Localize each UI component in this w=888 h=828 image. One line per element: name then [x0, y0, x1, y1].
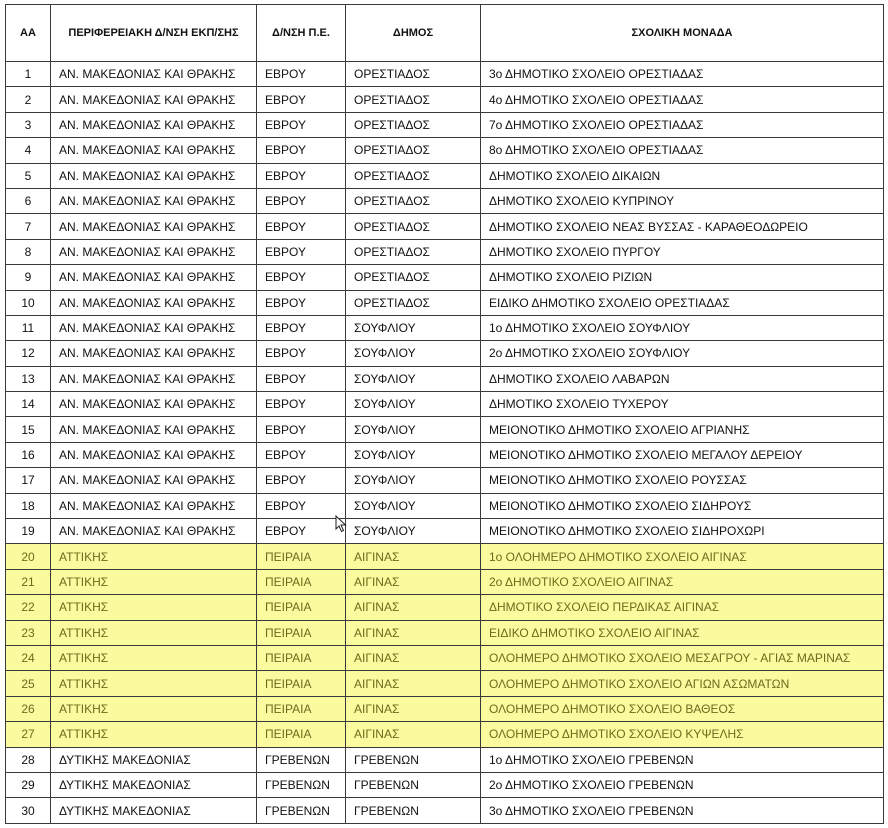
cell-aa: 13 [6, 366, 51, 391]
cell-aa: 2 [6, 87, 51, 112]
cell-aa: 25 [6, 671, 51, 696]
cell-region: ΑΝ. ΜΑΚΕΔΟΝΙΑΣ ΚΑΙ ΘΡΑΚΗΣ [51, 519, 257, 544]
cell-directorate: ΠΕΙΡΑΙΑ [257, 620, 346, 645]
cell-municipality: ΑΙΓΙΝΑΣ [346, 671, 481, 696]
cell-aa: 22 [6, 595, 51, 620]
cell-municipality: ΑΙΓΙΝΑΣ [346, 595, 481, 620]
cell-region: ΑΤΤΙΚΗΣ [51, 645, 257, 670]
cell-directorate: ΕΒΡΟΥ [257, 214, 346, 239]
cell-region: ΔΥΤΙΚΗΣ ΜΑΚΕΔΟΝΙΑΣ [51, 798, 257, 823]
cell-aa: 19 [6, 519, 51, 544]
table-row [6, 671, 884, 696]
cell-directorate: ΠΕΙΡΑΙΑ [257, 595, 346, 620]
cell-region: ΑΝ. ΜΑΚΕΔΟΝΙΑΣ ΚΑΙ ΘΡΑΚΗΣ [51, 417, 257, 442]
cell-aa: 4 [6, 138, 51, 163]
mouse-pointer-icon [335, 515, 347, 533]
cell-school: 4ο ΔΗΜΟΤΙΚΟ ΣΧΟΛΕΙΟ ΟΡΕΣΤΙΑΔΑΣ [481, 87, 884, 112]
cell-aa: 17 [6, 468, 51, 493]
cell-directorate: ΕΒΡΟΥ [257, 239, 346, 264]
cell-municipality: ΑΙΓΙΝΑΣ [346, 569, 481, 594]
cell-region: ΑΝ. ΜΑΚΕΔΟΝΙΑΣ ΚΑΙ ΘΡΑΚΗΣ [51, 163, 257, 188]
table-row [6, 772, 884, 797]
cell-region: ΑΤΤΙΚΗΣ [51, 671, 257, 696]
cell-school: ΜΕΙΟΝΟΤΙΚΟ ΔΗΜΟΤΙΚΟ ΣΧΟΛΕΙΟ ΑΓΡΙΑΝΗΣ [481, 417, 884, 442]
cell-directorate: ΓΡΕΒΕΝΩΝ [257, 747, 346, 772]
cell-region: ΑΝ. ΜΑΚΕΔΟΝΙΑΣ ΚΑΙ ΘΡΑΚΗΣ [51, 392, 257, 417]
cell-region: ΑΝ. ΜΑΚΕΔΟΝΙΑΣ ΚΑΙ ΘΡΑΚΗΣ [51, 315, 257, 340]
cell-region: ΑΝ. ΜΑΚΕΔΟΝΙΑΣ ΚΑΙ ΘΡΑΚΗΣ [51, 188, 257, 213]
cell-region: ΑΤΤΙΚΗΣ [51, 696, 257, 721]
cell-school: ΕΙΔΙΚΟ ΔΗΜΟΤΙΚΟ ΣΧΟΛΕΙΟ ΑΙΓΙΝΑΣ [481, 620, 884, 645]
cell-region: ΑΝ. ΜΑΚΕΔΟΝΙΑΣ ΚΑΙ ΘΡΑΚΗΣ [51, 62, 257, 87]
cell-school: ΔΗΜΟΤΙΚΟ ΣΧΟΛΕΙΟ ΠΕΡΔΙΚΑΣ ΑΙΓΙΝΑΣ [481, 595, 884, 620]
cell-municipality: ΟΡΕΣΤΙΑΔΟΣ [346, 188, 481, 213]
cell-aa: 9 [6, 265, 51, 290]
cell-municipality: ΓΡΕΒΕΝΩΝ [346, 747, 481, 772]
cell-region: ΑΝ. ΜΑΚΕΔΟΝΙΑΣ ΚΑΙ ΘΡΑΚΗΣ [51, 341, 257, 366]
table-row [6, 239, 884, 264]
cell-aa: 27 [6, 722, 51, 747]
cell-municipality: ΟΡΕΣΤΙΑΔΟΣ [346, 214, 481, 239]
cell-aa: 15 [6, 417, 51, 442]
cell-school: 1ο ΟΛΟΗΜΕΡΟ ΔΗΜΟΤΙΚΟ ΣΧΟΛΕΙΟ ΑΙΓΙΝΑΣ [481, 544, 884, 569]
cell-municipality: ΣΟΥΦΛΙΟΥ [346, 315, 481, 340]
header-region: ΠΕΡΙΦΕΡΕΙΑΚΗ Δ/ΝΣΗ ΕΚΠ/ΣΗΣ [51, 5, 257, 62]
table-row [6, 290, 884, 315]
cell-municipality: ΑΙΓΙΝΑΣ [346, 696, 481, 721]
table-row [6, 569, 884, 594]
cell-directorate: ΠΕΙΡΑΙΑ [257, 544, 346, 569]
table-row [6, 798, 884, 823]
cell-municipality: ΑΙΓΙΝΑΣ [346, 544, 481, 569]
cell-school: 1ο ΔΗΜΟΤΙΚΟ ΣΧΟΛΕΙΟ ΓΡΕΒΕΝΩΝ [481, 747, 884, 772]
cell-aa: 6 [6, 188, 51, 213]
cell-region: ΑΤΤΙΚΗΣ [51, 569, 257, 594]
cell-directorate: ΓΡΕΒΕΝΩΝ [257, 798, 346, 823]
table-row [6, 392, 884, 417]
cell-aa: 8 [6, 239, 51, 264]
table-row [6, 138, 884, 163]
cell-municipality: ΑΙΓΙΝΑΣ [346, 620, 481, 645]
cell-municipality: ΣΟΥΦΛΙΟΥ [346, 392, 481, 417]
cell-school: 2ο ΔΗΜΟΤΙΚΟ ΣΧΟΛΕΙΟ ΑΙΓΙΝΑΣ [481, 569, 884, 594]
cell-municipality: ΑΙΓΙΝΑΣ [346, 645, 481, 670]
table-row [6, 493, 884, 518]
cell-school: ΔΗΜΟΤΙΚΟ ΣΧΟΛΕΙΟ ΛΑΒΑΡΩΝ [481, 366, 884, 391]
cell-directorate: ΕΒΡΟΥ [257, 392, 346, 417]
table-row [6, 341, 884, 366]
cell-school: 7ο ΔΗΜΟΤΙΚΟ ΣΧΟΛΕΙΟ ΟΡΕΣΤΙΑΔΑΣ [481, 112, 884, 137]
cell-region: ΑΝ. ΜΑΚΕΔΟΝΙΑΣ ΚΑΙ ΘΡΑΚΗΣ [51, 290, 257, 315]
cell-school: ΜΕΙΟΝΟΤΙΚΟ ΔΗΜΟΤΙΚΟ ΣΧΟΛΕΙΟ ΡΟΥΣΣΑΣ [481, 468, 884, 493]
cell-municipality: ΣΟΥΦΛΙΟΥ [346, 366, 481, 391]
cell-school: 8ο ΔΗΜΟΤΙΚΟ ΣΧΟΛΕΙΟ ΟΡΕΣΤΙΑΔΑΣ [481, 138, 884, 163]
cell-directorate: ΕΒΡΟΥ [257, 265, 346, 290]
cell-school: ΜΕΙΟΝΟΤΙΚΟ ΔΗΜΟΤΙΚΟ ΣΧΟΛΕΙΟ ΣΙΔΗΡΟΥΣ [481, 493, 884, 518]
table-row [6, 214, 884, 239]
cell-school: ΕΙΔΙΚΟ ΔΗΜΟΤΙΚΟ ΣΧΟΛΕΙΟ ΟΡΕΣΤΙΑΔΑΣ [481, 290, 884, 315]
cell-directorate: ΕΒΡΟΥ [257, 341, 346, 366]
cell-directorate: ΕΒΡΟΥ [257, 442, 346, 467]
cell-region: ΑΝ. ΜΑΚΕΔΟΝΙΑΣ ΚΑΙ ΘΡΑΚΗΣ [51, 214, 257, 239]
cell-region: ΑΝ. ΜΑΚΕΔΟΝΙΑΣ ΚΑΙ ΘΡΑΚΗΣ [51, 442, 257, 467]
table-row [6, 366, 884, 391]
cell-aa: 11 [6, 315, 51, 340]
cell-directorate: ΕΒΡΟΥ [257, 417, 346, 442]
cell-aa: 1 [6, 62, 51, 87]
table-row [6, 442, 884, 467]
cell-directorate: ΠΕΙΡΑΙΑ [257, 645, 346, 670]
table-row [6, 112, 884, 137]
cell-aa: 30 [6, 798, 51, 823]
cell-school: ΟΛΟΗΜΕΡΟ ΔΗΜΟΤΙΚΟ ΣΧΟΛΕΙΟ ΑΓΙΩΝ ΑΣΩΜΑΤΩΝ [481, 671, 884, 696]
table-row [6, 722, 884, 747]
table-row [6, 595, 884, 620]
cell-aa: 14 [6, 392, 51, 417]
table-row [6, 468, 884, 493]
cell-directorate: ΠΕΙΡΑΙΑ [257, 671, 346, 696]
cell-aa: 21 [6, 569, 51, 594]
cell-region: ΑΝ. ΜΑΚΕΔΟΝΙΑΣ ΚΑΙ ΘΡΑΚΗΣ [51, 112, 257, 137]
table-row [6, 265, 884, 290]
cell-region: ΑΝ. ΜΑΚΕΔΟΝΙΑΣ ΚΑΙ ΘΡΑΚΗΣ [51, 493, 257, 518]
schools-table [5, 4, 884, 824]
header-municipality: ΔΗΜΟΣ [346, 5, 481, 62]
table-row [6, 544, 884, 569]
cell-school: 2ο ΔΗΜΟΤΙΚΟ ΣΧΟΛΕΙΟ ΣΟΥΦΛΙΟΥ [481, 341, 884, 366]
table-row [6, 315, 884, 340]
cell-school: 3ο ΔΗΜΟΤΙΚΟ ΣΧΟΛΕΙΟ ΟΡΕΣΤΙΑΔΑΣ [481, 62, 884, 87]
table-row [6, 747, 884, 772]
cell-directorate: ΕΒΡΟΥ [257, 519, 346, 544]
cell-region: ΔΥΤΙΚΗΣ ΜΑΚΕΔΟΝΙΑΣ [51, 747, 257, 772]
cell-aa: 7 [6, 214, 51, 239]
cell-municipality: ΣΟΥΦΛΙΟΥ [346, 442, 481, 467]
cell-municipality: ΣΟΥΦΛΙΟΥ [346, 493, 481, 518]
cell-school: ΟΛΟΗΜΕΡΟ ΔΗΜΟΤΙΚΟ ΣΧΟΛΕΙΟ ΒΑΘΕΟΣ [481, 696, 884, 721]
cell-municipality: ΟΡΕΣΤΙΑΔΟΣ [346, 112, 481, 137]
cell-directorate: ΕΒΡΟΥ [257, 468, 346, 493]
cell-directorate: ΕΒΡΟΥ [257, 87, 346, 112]
cell-municipality: ΟΡΕΣΤΙΑΔΟΣ [346, 87, 481, 112]
cell-school: ΔΗΜΟΤΙΚΟ ΣΧΟΛΕΙΟ ΡΙΖΙΩΝ [481, 265, 884, 290]
cell-directorate: ΕΒΡΟΥ [257, 315, 346, 340]
cell-region: ΑΤΤΙΚΗΣ [51, 595, 257, 620]
cell-municipality: ΑΙΓΙΝΑΣ [346, 722, 481, 747]
cell-school: 2ο ΔΗΜΟΤΙΚΟ ΣΧΟΛΕΙΟ ΓΡΕΒΕΝΩΝ [481, 772, 884, 797]
cell-municipality: ΓΡΕΒΕΝΩΝ [346, 772, 481, 797]
table-header-row [6, 5, 884, 62]
cell-school: ΜΕΙΟΝΟΤΙΚΟ ΔΗΜΟΤΙΚΟ ΣΧΟΛΕΙΟ ΣΙΔΗΡΟΧΩΡΙ [481, 519, 884, 544]
cell-municipality: ΟΡΕΣΤΙΑΔΟΣ [346, 138, 481, 163]
cell-school: ΟΛΟΗΜΕΡΟ ΔΗΜΟΤΙΚΟ ΣΧΟΛΕΙΟ ΜΕΣΑΓΡΟΥ - ΑΓΙΑΣ ΜΑΡΙΝΑΣ [481, 645, 884, 670]
cell-directorate: ΕΒΡΟΥ [257, 493, 346, 518]
cell-directorate: ΓΡΕΒΕΝΩΝ [257, 772, 346, 797]
table-body [6, 62, 884, 824]
document-page [5, 4, 884, 824]
cell-directorate: ΠΕΙΡΑΙΑ [257, 569, 346, 594]
cell-aa: 24 [6, 645, 51, 670]
cell-aa: 5 [6, 163, 51, 188]
cell-municipality: ΣΟΥΦΛΙΟΥ [346, 417, 481, 442]
cell-aa: 29 [6, 772, 51, 797]
cell-municipality: ΟΡΕΣΤΙΑΔΟΣ [346, 290, 481, 315]
cell-directorate: ΕΒΡΟΥ [257, 112, 346, 137]
cell-municipality: ΟΡΕΣΤΙΑΔΟΣ [346, 265, 481, 290]
cell-school: ΔΗΜΟΤΙΚΟ ΣΧΟΛΕΙΟ ΝΕΑΣ ΒΥΣΣΑΣ - ΚΑΡΑΘΕΟΔΩΡΕΙΟ [481, 214, 884, 239]
cell-municipality: ΣΟΥΦΛΙΟΥ [346, 519, 481, 544]
cell-region: ΑΤΤΙΚΗΣ [51, 722, 257, 747]
cell-municipality: ΣΟΥΦΛΙΟΥ [346, 341, 481, 366]
cell-aa: 20 [6, 544, 51, 569]
cell-school: ΔΗΜΟΤΙΚΟ ΣΧΟΛΕΙΟ ΤΥΧΕΡΟΥ [481, 392, 884, 417]
cell-region: ΑΝ. ΜΑΚΕΔΟΝΙΑΣ ΚΑΙ ΘΡΑΚΗΣ [51, 265, 257, 290]
table-row [6, 417, 884, 442]
cell-directorate: ΕΒΡΟΥ [257, 290, 346, 315]
cell-region: ΑΝ. ΜΑΚΕΔΟΝΙΑΣ ΚΑΙ ΘΡΑΚΗΣ [51, 239, 257, 264]
cell-aa: 26 [6, 696, 51, 721]
cell-school: 1ο ΔΗΜΟΤΙΚΟ ΣΧΟΛΕΙΟ ΣΟΥΦΛΙΟΥ [481, 315, 884, 340]
cell-directorate: ΕΒΡΟΥ [257, 163, 346, 188]
table-row [6, 87, 884, 112]
table-row [6, 620, 884, 645]
table-row [6, 645, 884, 670]
header-directorate: Δ/ΝΣΗ Π.Ε. [257, 5, 346, 62]
cell-directorate: ΕΒΡΟΥ [257, 366, 346, 391]
cell-aa: 3 [6, 112, 51, 137]
cell-directorate: ΠΕΙΡΑΙΑ [257, 722, 346, 747]
cell-region: ΑΤΤΙΚΗΣ [51, 620, 257, 645]
cell-aa: 18 [6, 493, 51, 518]
table-row [6, 519, 884, 544]
cell-directorate: ΕΒΡΟΥ [257, 62, 346, 87]
cell-school: 3ο ΔΗΜΟΤΙΚΟ ΣΧΟΛΕΙΟ ΓΡΕΒΕΝΩΝ [481, 798, 884, 823]
cell-region: ΑΝ. ΜΑΚΕΔΟΝΙΑΣ ΚΑΙ ΘΡΑΚΗΣ [51, 366, 257, 391]
header-aa: AA [6, 5, 51, 62]
cell-school: ΔΗΜΟΤΙΚΟ ΣΧΟΛΕΙΟ ΔΙΚΑΙΩΝ [481, 163, 884, 188]
cell-aa: 23 [6, 620, 51, 645]
cell-aa: 16 [6, 442, 51, 467]
table-row [6, 696, 884, 721]
cell-region: ΑΝ. ΜΑΚΕΔΟΝΙΑΣ ΚΑΙ ΘΡΑΚΗΣ [51, 138, 257, 163]
cell-school: ΜΕΙΟΝΟΤΙΚΟ ΔΗΜΟΤΙΚΟ ΣΧΟΛΕΙΟ ΜΕΓΑΛΟΥ ΔΕΡΕΙΟΥ [481, 442, 884, 467]
cell-region: ΑΤΤΙΚΗΣ [51, 544, 257, 569]
cell-municipality: ΟΡΕΣΤΙΑΔΟΣ [346, 62, 481, 87]
cell-municipality: ΟΡΕΣΤΙΑΔΟΣ [346, 163, 481, 188]
header-school: ΣΧΟΛΙΚΗ ΜΟΝΑΔΑ [481, 5, 884, 62]
cell-aa: 12 [6, 341, 51, 366]
cell-region: ΔΥΤΙΚΗΣ ΜΑΚΕΔΟΝΙΑΣ [51, 772, 257, 797]
cell-region: ΑΝ. ΜΑΚΕΔΟΝΙΑΣ ΚΑΙ ΘΡΑΚΗΣ [51, 468, 257, 493]
cell-municipality: ΓΡΕΒΕΝΩΝ [346, 798, 481, 823]
cell-school: ΔΗΜΟΤΙΚΟ ΣΧΟΛΕΙΟ ΠΥΡΓΟΥ [481, 239, 884, 264]
table-row [6, 188, 884, 213]
cell-municipality: ΣΟΥΦΛΙΟΥ [346, 468, 481, 493]
cell-directorate: ΠΕΙΡΑΙΑ [257, 696, 346, 721]
cell-aa: 10 [6, 290, 51, 315]
cell-region: ΑΝ. ΜΑΚΕΔΟΝΙΑΣ ΚΑΙ ΘΡΑΚΗΣ [51, 87, 257, 112]
cell-directorate: ΕΒΡΟΥ [257, 138, 346, 163]
cell-aa: 28 [6, 747, 51, 772]
cell-school: ΔΗΜΟΤΙΚΟ ΣΧΟΛΕΙΟ ΚΥΠΡΙΝΟΥ [481, 188, 884, 213]
cell-directorate: ΕΒΡΟΥ [257, 188, 346, 213]
cell-school: ΟΛΟΗΜΕΡΟ ΔΗΜΟΤΙΚΟ ΣΧΟΛΕΙΟ ΚΥΨΕΛΗΣ [481, 722, 884, 747]
cell-municipality: ΟΡΕΣΤΙΑΔΟΣ [346, 239, 481, 264]
table-row [6, 163, 884, 188]
table-row [6, 62, 884, 87]
